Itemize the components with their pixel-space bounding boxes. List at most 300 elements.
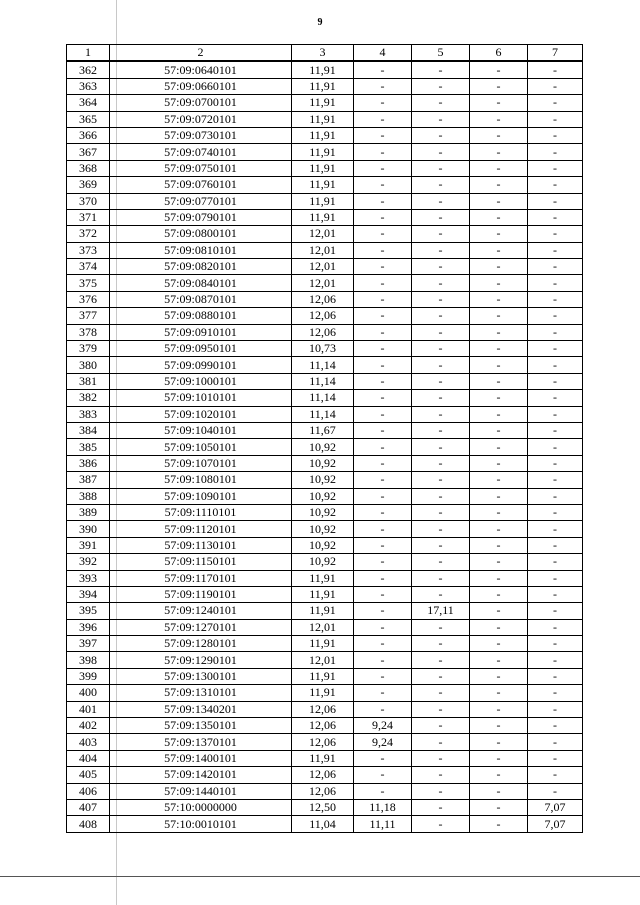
table-cell: 57:09:1080101 — [110, 472, 292, 488]
table-cell: - — [528, 652, 583, 668]
table-cell: - — [528, 226, 583, 242]
table-row — [67, 226, 583, 242]
table-cell: - — [470, 275, 528, 291]
table-cell: 57:09:1010101 — [110, 390, 292, 406]
table-cell: - — [412, 95, 470, 111]
table-cell: 386 — [67, 455, 110, 471]
table-cell: 11,91 — [292, 144, 354, 160]
table-cell: - — [470, 177, 528, 193]
table-cell: 57:09:1130101 — [110, 537, 292, 553]
column-header: 7 — [528, 45, 583, 62]
table-row — [67, 586, 583, 602]
table-cell: 12,01 — [292, 259, 354, 275]
table-cell: 57:09:1340201 — [110, 701, 292, 717]
table-cell: - — [354, 291, 412, 307]
table-cell: - — [470, 291, 528, 307]
table-cell: - — [470, 455, 528, 471]
page-number: 9 — [317, 17, 323, 28]
table-cell: - — [528, 636, 583, 652]
table-cell: - — [412, 472, 470, 488]
table-cell: - — [354, 455, 412, 471]
table-cell: - — [470, 586, 528, 602]
table-row — [67, 61, 583, 78]
table-cell: 7,07 — [528, 816, 583, 832]
table-cell: 375 — [67, 275, 110, 291]
table-cell: 57:09:1280101 — [110, 636, 292, 652]
table-cell: 367 — [67, 144, 110, 160]
table-cell: 382 — [67, 390, 110, 406]
table-cell: 12,01 — [292, 275, 354, 291]
table-cell: - — [354, 357, 412, 373]
table-cell: - — [412, 373, 470, 389]
table-cell: - — [528, 472, 583, 488]
table-cell: - — [412, 390, 470, 406]
table-cell: - — [354, 652, 412, 668]
table-cell: - — [412, 193, 470, 209]
table-cell: - — [470, 422, 528, 438]
table-cell: - — [470, 95, 528, 111]
table-cell: 57:09:0640101 — [110, 61, 292, 78]
table-cell: 11,91 — [292, 111, 354, 127]
table-cell: - — [412, 668, 470, 684]
table-cell: 10,73 — [292, 341, 354, 357]
table-cell: 57:09:0790101 — [110, 209, 292, 225]
table-cell: - — [412, 111, 470, 127]
table-cell: 12,06 — [292, 783, 354, 799]
table-row — [67, 422, 583, 438]
table-cell: - — [354, 324, 412, 340]
table-cell: - — [354, 586, 412, 602]
table-cell: 9,24 — [354, 718, 412, 734]
table-cell: - — [528, 308, 583, 324]
table-cell: 393 — [67, 570, 110, 586]
table-row — [67, 78, 583, 94]
table-cell: - — [412, 341, 470, 357]
table-cell: 57:09:0660101 — [110, 78, 292, 94]
table-cell: - — [528, 242, 583, 258]
table-cell: - — [470, 226, 528, 242]
table-cell: 398 — [67, 652, 110, 668]
table-cell: - — [412, 799, 470, 815]
table-cell: 401 — [67, 701, 110, 717]
table-row — [67, 95, 583, 111]
table-cell: - — [412, 226, 470, 242]
table-cell: - — [470, 734, 528, 750]
table-cell: - — [412, 488, 470, 504]
table-cell: - — [354, 521, 412, 537]
table-cell: 11,91 — [292, 685, 354, 701]
table-cell: - — [412, 357, 470, 373]
table-cell: - — [354, 750, 412, 766]
table-cell: - — [528, 61, 583, 78]
table-cell: - — [470, 324, 528, 340]
table-cell: - — [412, 767, 470, 783]
table-cell: 57:09:0870101 — [110, 291, 292, 307]
table-cell: - — [354, 78, 412, 94]
table-cell: - — [412, 750, 470, 766]
table-cell: - — [470, 767, 528, 783]
table-cell: - — [528, 422, 583, 438]
table-cell: - — [470, 373, 528, 389]
table-cell: 57:09:1150101 — [110, 554, 292, 570]
table-cell: - — [528, 275, 583, 291]
table-cell: 57:09:1170101 — [110, 570, 292, 586]
table-cell: - — [528, 603, 583, 619]
table-cell: - — [412, 554, 470, 570]
table-cell: 12,06 — [292, 701, 354, 717]
table-cell: - — [354, 177, 412, 193]
table-cell: - — [354, 275, 412, 291]
table-cell: 57:09:1020101 — [110, 406, 292, 422]
table-cell: - — [354, 570, 412, 586]
table-cell: 397 — [67, 636, 110, 652]
table-cell: - — [412, 570, 470, 586]
table-row — [67, 734, 583, 750]
table-cell: - — [354, 767, 412, 783]
table-cell: 57:09:1270101 — [110, 619, 292, 635]
table-cell: 11,91 — [292, 668, 354, 684]
table-cell: 10,92 — [292, 537, 354, 553]
table-cell: 383 — [67, 406, 110, 422]
table-cell: - — [354, 259, 412, 275]
table-cell: - — [412, 127, 470, 143]
table-cell: 12,01 — [292, 242, 354, 258]
table-cell: - — [528, 127, 583, 143]
table-cell: - — [528, 291, 583, 307]
table-row — [67, 570, 583, 586]
table-cell: - — [354, 144, 412, 160]
column-header: 4 — [354, 45, 412, 62]
table-cell: 57:10:0000000 — [110, 799, 292, 815]
table-row — [67, 472, 583, 488]
table-cell: 57:09:1240101 — [110, 603, 292, 619]
table-cell: - — [354, 341, 412, 357]
table-cell: - — [470, 554, 528, 570]
table-row — [67, 619, 583, 635]
table-row — [67, 701, 583, 717]
table-cell: 373 — [67, 242, 110, 258]
table-cell: 57:09:1440101 — [110, 783, 292, 799]
table-row — [67, 160, 583, 176]
table-cell: - — [412, 734, 470, 750]
table-cell: - — [412, 537, 470, 553]
table-cell: - — [470, 668, 528, 684]
table-cell: - — [354, 390, 412, 406]
table-cell: - — [470, 685, 528, 701]
table-cell: - — [412, 406, 470, 422]
table-cell: 379 — [67, 341, 110, 357]
table-cell: 378 — [67, 324, 110, 340]
table-cell: 57:09:0950101 — [110, 341, 292, 357]
table-cell: - — [528, 783, 583, 799]
table-cell: - — [354, 488, 412, 504]
table-cell: - — [470, 570, 528, 586]
table-cell: 11,91 — [292, 160, 354, 176]
table-cell: 57:09:0750101 — [110, 160, 292, 176]
table-row — [67, 144, 583, 160]
table-cell: 57:09:1310101 — [110, 685, 292, 701]
table-cell: 57:10:0010101 — [110, 816, 292, 832]
table-cell: - — [528, 767, 583, 783]
table-cell: 403 — [67, 734, 110, 750]
table-row — [67, 537, 583, 553]
column-header: 2 — [110, 45, 292, 62]
table-cell: - — [354, 95, 412, 111]
table-cell: - — [528, 718, 583, 734]
table-cell: 380 — [67, 357, 110, 373]
table-cell: - — [412, 816, 470, 832]
table-cell: 57:09:0700101 — [110, 95, 292, 111]
table-cell: 11,91 — [292, 95, 354, 111]
data-table — [66, 44, 583, 833]
table-cell: - — [528, 144, 583, 160]
table-cell: - — [470, 111, 528, 127]
table-cell: 11,91 — [292, 570, 354, 586]
table-cell: 12,06 — [292, 308, 354, 324]
table-cell: - — [470, 783, 528, 799]
table-cell: - — [354, 127, 412, 143]
table-cell: 404 — [67, 750, 110, 766]
table-cell: 10,92 — [292, 504, 354, 520]
table-cell: - — [354, 422, 412, 438]
table-cell: 372 — [67, 226, 110, 242]
table-row — [67, 341, 583, 357]
table-cell: - — [528, 439, 583, 455]
table-cell: 366 — [67, 127, 110, 143]
table-cell: 11,91 — [292, 750, 354, 766]
table-cell: 11,91 — [292, 127, 354, 143]
table-row — [67, 783, 583, 799]
table-cell: - — [528, 111, 583, 127]
table-cell: 57:09:1420101 — [110, 767, 292, 783]
table-cell: 57:09:1090101 — [110, 488, 292, 504]
table-cell: 57:09:0720101 — [110, 111, 292, 127]
table-cell: - — [528, 406, 583, 422]
table-row — [67, 455, 583, 471]
table-cell: 365 — [67, 111, 110, 127]
table-cell: - — [412, 144, 470, 160]
column-header: 1 — [67, 45, 110, 62]
table-cell: - — [528, 750, 583, 766]
table-row — [67, 390, 583, 406]
table-cell: - — [528, 95, 583, 111]
table-cell: - — [412, 504, 470, 520]
table-row — [67, 193, 583, 209]
table-cell: - — [412, 619, 470, 635]
table-row — [67, 111, 583, 127]
table-cell: 396 — [67, 619, 110, 635]
table-cell: 374 — [67, 259, 110, 275]
table-cell: - — [354, 308, 412, 324]
table-cell: - — [528, 701, 583, 717]
table-cell: - — [528, 193, 583, 209]
table-cell: 391 — [67, 537, 110, 553]
table-cell: 57:09:0760101 — [110, 177, 292, 193]
table-cell: - — [412, 308, 470, 324]
table-cell: - — [528, 619, 583, 635]
table-cell: 10,92 — [292, 472, 354, 488]
table-cell: - — [354, 504, 412, 520]
table-cell: - — [354, 554, 412, 570]
table-cell: - — [412, 242, 470, 258]
table-cell: 11,91 — [292, 78, 354, 94]
table-cell: - — [470, 636, 528, 652]
table-cell: - — [412, 160, 470, 176]
table-cell: - — [470, 750, 528, 766]
table-cell: - — [528, 521, 583, 537]
table-cell: - — [470, 472, 528, 488]
table-cell: 57:09:0840101 — [110, 275, 292, 291]
table-row — [67, 127, 583, 143]
table-cell: 387 — [67, 472, 110, 488]
table-cell: - — [528, 455, 583, 471]
table-cell: - — [470, 521, 528, 537]
table-cell: - — [354, 472, 412, 488]
table-cell: - — [354, 701, 412, 717]
table-cell: - — [354, 668, 412, 684]
table-cell: 12,01 — [292, 226, 354, 242]
table-cell: 57:09:0880101 — [110, 308, 292, 324]
table-cell: - — [470, 652, 528, 668]
table-cell: - — [528, 357, 583, 373]
table-cell: 12,06 — [292, 767, 354, 783]
table-cell: 385 — [67, 439, 110, 455]
table-cell: 371 — [67, 209, 110, 225]
table-cell: - — [354, 603, 412, 619]
table-cell: - — [354, 406, 412, 422]
table-cell: 377 — [67, 308, 110, 324]
table-cell: 384 — [67, 422, 110, 438]
table-cell: 368 — [67, 160, 110, 176]
table-cell: - — [528, 78, 583, 94]
table-cell: - — [412, 291, 470, 307]
table-cell: 407 — [67, 799, 110, 815]
table-cell: - — [354, 783, 412, 799]
table-cell: - — [354, 439, 412, 455]
column-header: 6 — [470, 45, 528, 62]
table-cell: 376 — [67, 291, 110, 307]
table-cell: 12,01 — [292, 619, 354, 635]
table-cell: 57:09:0910101 — [110, 324, 292, 340]
table-cell: - — [412, 422, 470, 438]
table-row — [67, 603, 583, 619]
table-cell: 369 — [67, 177, 110, 193]
table-cell: - — [354, 636, 412, 652]
table-cell: - — [470, 144, 528, 160]
table-cell: - — [412, 586, 470, 602]
table-cell: - — [354, 193, 412, 209]
table-row — [67, 308, 583, 324]
column-header: 3 — [292, 45, 354, 62]
table-cell: 11,14 — [292, 373, 354, 389]
table-cell: - — [412, 521, 470, 537]
table-cell: - — [412, 685, 470, 701]
table-cell: 395 — [67, 603, 110, 619]
table-cell: - — [470, 439, 528, 455]
table-cell: - — [412, 78, 470, 94]
table-row — [67, 504, 583, 520]
table-cell: - — [354, 373, 412, 389]
table-cell: - — [528, 259, 583, 275]
table-cell: 12,06 — [292, 324, 354, 340]
table-row — [67, 324, 583, 340]
table-cell: 408 — [67, 816, 110, 832]
table-cell: 389 — [67, 504, 110, 520]
table-cell: - — [470, 127, 528, 143]
table-cell: 394 — [67, 586, 110, 602]
table-cell: 57:09:1040101 — [110, 422, 292, 438]
table-cell: 57:09:1050101 — [110, 439, 292, 455]
table-cell: 11,67 — [292, 422, 354, 438]
table-cell: 57:09:1350101 — [110, 718, 292, 734]
table-cell: - — [528, 390, 583, 406]
table-cell: - — [470, 603, 528, 619]
table-row — [67, 406, 583, 422]
table-cell: - — [470, 193, 528, 209]
header-row — [67, 45, 583, 62]
table-cell: 11,91 — [292, 209, 354, 225]
table-cell: - — [470, 341, 528, 357]
table-cell: - — [528, 488, 583, 504]
table-cell: 11,14 — [292, 357, 354, 373]
table-row — [67, 242, 583, 258]
table-cell: - — [470, 357, 528, 373]
bottom-rule — [0, 876, 640, 877]
table-cell: - — [412, 259, 470, 275]
table-cell: - — [470, 390, 528, 406]
table-cell: - — [470, 209, 528, 225]
table-row — [67, 177, 583, 193]
table-cell: - — [470, 537, 528, 553]
table-cell: 390 — [67, 521, 110, 537]
table-cell: - — [528, 586, 583, 602]
table-cell: 381 — [67, 373, 110, 389]
table-cell: 57:09:0740101 — [110, 144, 292, 160]
table-cell: 12,06 — [292, 291, 354, 307]
table-row — [67, 668, 583, 684]
table-cell: 363 — [67, 78, 110, 94]
table-cell: - — [412, 455, 470, 471]
table-cell: - — [470, 308, 528, 324]
table-cell: - — [528, 504, 583, 520]
table-cell: 12,01 — [292, 652, 354, 668]
table-cell: - — [470, 406, 528, 422]
table-cell: 364 — [67, 95, 110, 111]
table-cell: - — [528, 570, 583, 586]
table-cell: - — [354, 242, 412, 258]
table-cell: 10,92 — [292, 554, 354, 570]
table-cell: - — [470, 160, 528, 176]
table-cell: 399 — [67, 668, 110, 684]
table-cell: 402 — [67, 718, 110, 734]
table-cell: - — [470, 619, 528, 635]
table-header — [67, 45, 583, 62]
table-cell: 57:09:1000101 — [110, 373, 292, 389]
table-cell: 57:09:1400101 — [110, 750, 292, 766]
table-cell: - — [412, 275, 470, 291]
table-cell: 7,07 — [528, 799, 583, 815]
table-cell: 11,04 — [292, 816, 354, 832]
table-cell: 57:09:0800101 — [110, 226, 292, 242]
table-cell: 11,91 — [292, 636, 354, 652]
table-cell: - — [354, 226, 412, 242]
table-cell: 17,11 — [412, 603, 470, 619]
table-cell: - — [528, 373, 583, 389]
table-cell: 405 — [67, 767, 110, 783]
table-cell: 10,92 — [292, 521, 354, 537]
table-row — [67, 685, 583, 701]
table-cell: 57:09:0770101 — [110, 193, 292, 209]
